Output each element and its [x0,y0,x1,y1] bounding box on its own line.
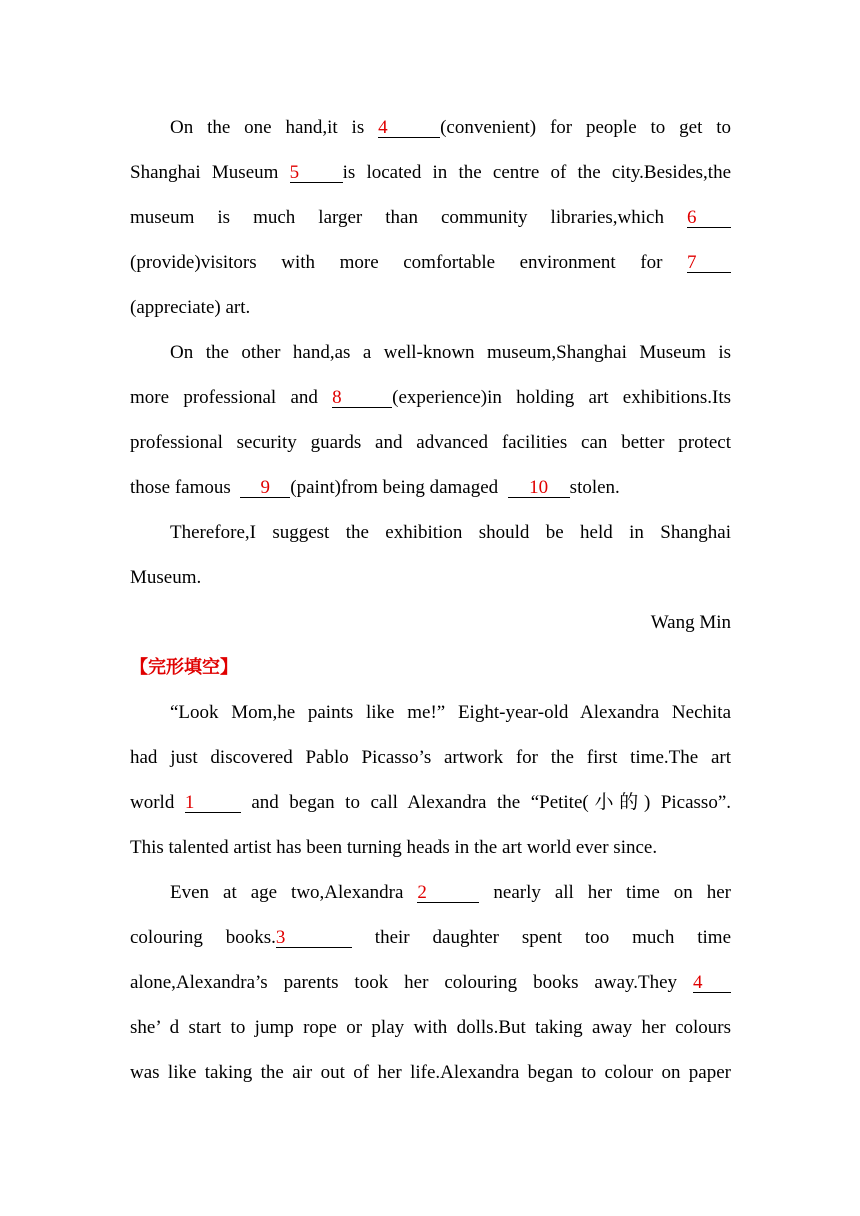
section-heading: 【完形填空】 [130,657,238,678]
passage-line: more professional and 8 (experience)in holding art exhibitions.Its [130,387,731,408]
cloze-blank: 1 [185,793,241,813]
cloze-line: she’ d start to jump rope or play with dolls.But taking away her colours [130,1017,731,1038]
passage-line: On the one hand,it is 4 (convenient) for people to get to [170,117,732,138]
answer-blank: 6 [687,208,731,228]
passage-line: those famous 9 (paint)from being damaged 10 stolen. [130,477,620,498]
cloze-line: “Look Mom,he paints like me!” Eight-year-old Alexandra Nechita [170,702,731,723]
answer-blank: 9 [240,478,290,498]
cloze-blank: 2 [417,883,479,903]
passage-line: (provide)visitors with more comfortable environment for 7 [130,240,731,285]
cloze-line: alone,Alexandra’s parents took her colouring books away.They 4 [130,960,731,1005]
cloze-line: This talented artist has been turning heads in the art world ever since. [130,837,658,858]
cloze-line: had just discovered Pablo Picasso’s artwork for the first time.The art [130,747,731,768]
cloze-line: world 1 and began to call Alexandra the “Petite(小的) Picasso”. [130,792,732,813]
answer-blank: 4 [378,118,440,138]
cloze-blank: 3 [276,928,352,948]
answer-blank: 8 [332,388,392,408]
cloze-line: colouring books.3 their daughter spent too much time [130,927,732,948]
answer-blank: 5 [290,163,343,183]
passage-line: museum is much larger than community libraries,which 6 [130,195,731,240]
passage-line: Museum. [130,567,202,588]
passage-line: Therefore,I suggest the exhibition should be held in Shanghai [170,522,731,543]
answer-blank: 7 [687,253,731,273]
passage-line: (appreciate) art. [130,297,251,318]
passage-line: Shanghai Museum 5 is located in the centre of the city.Besides,the [130,162,731,183]
signature: Wang Min [650,612,731,633]
passage-line: professional security guards and advanced facilities can better protect [130,432,731,453]
cloze-line: Even at age two,Alexandra 2 nearly all her time on her [170,882,732,903]
cloze-line: was like taking the air out of her life.Alexandra began to colour on paper [130,1062,731,1083]
answer-blank: 10 [508,478,570,498]
passage-line: On the other hand,as a well-known museum,Shanghai Museum is [170,342,731,363]
cloze-blank: 4 [693,973,731,993]
